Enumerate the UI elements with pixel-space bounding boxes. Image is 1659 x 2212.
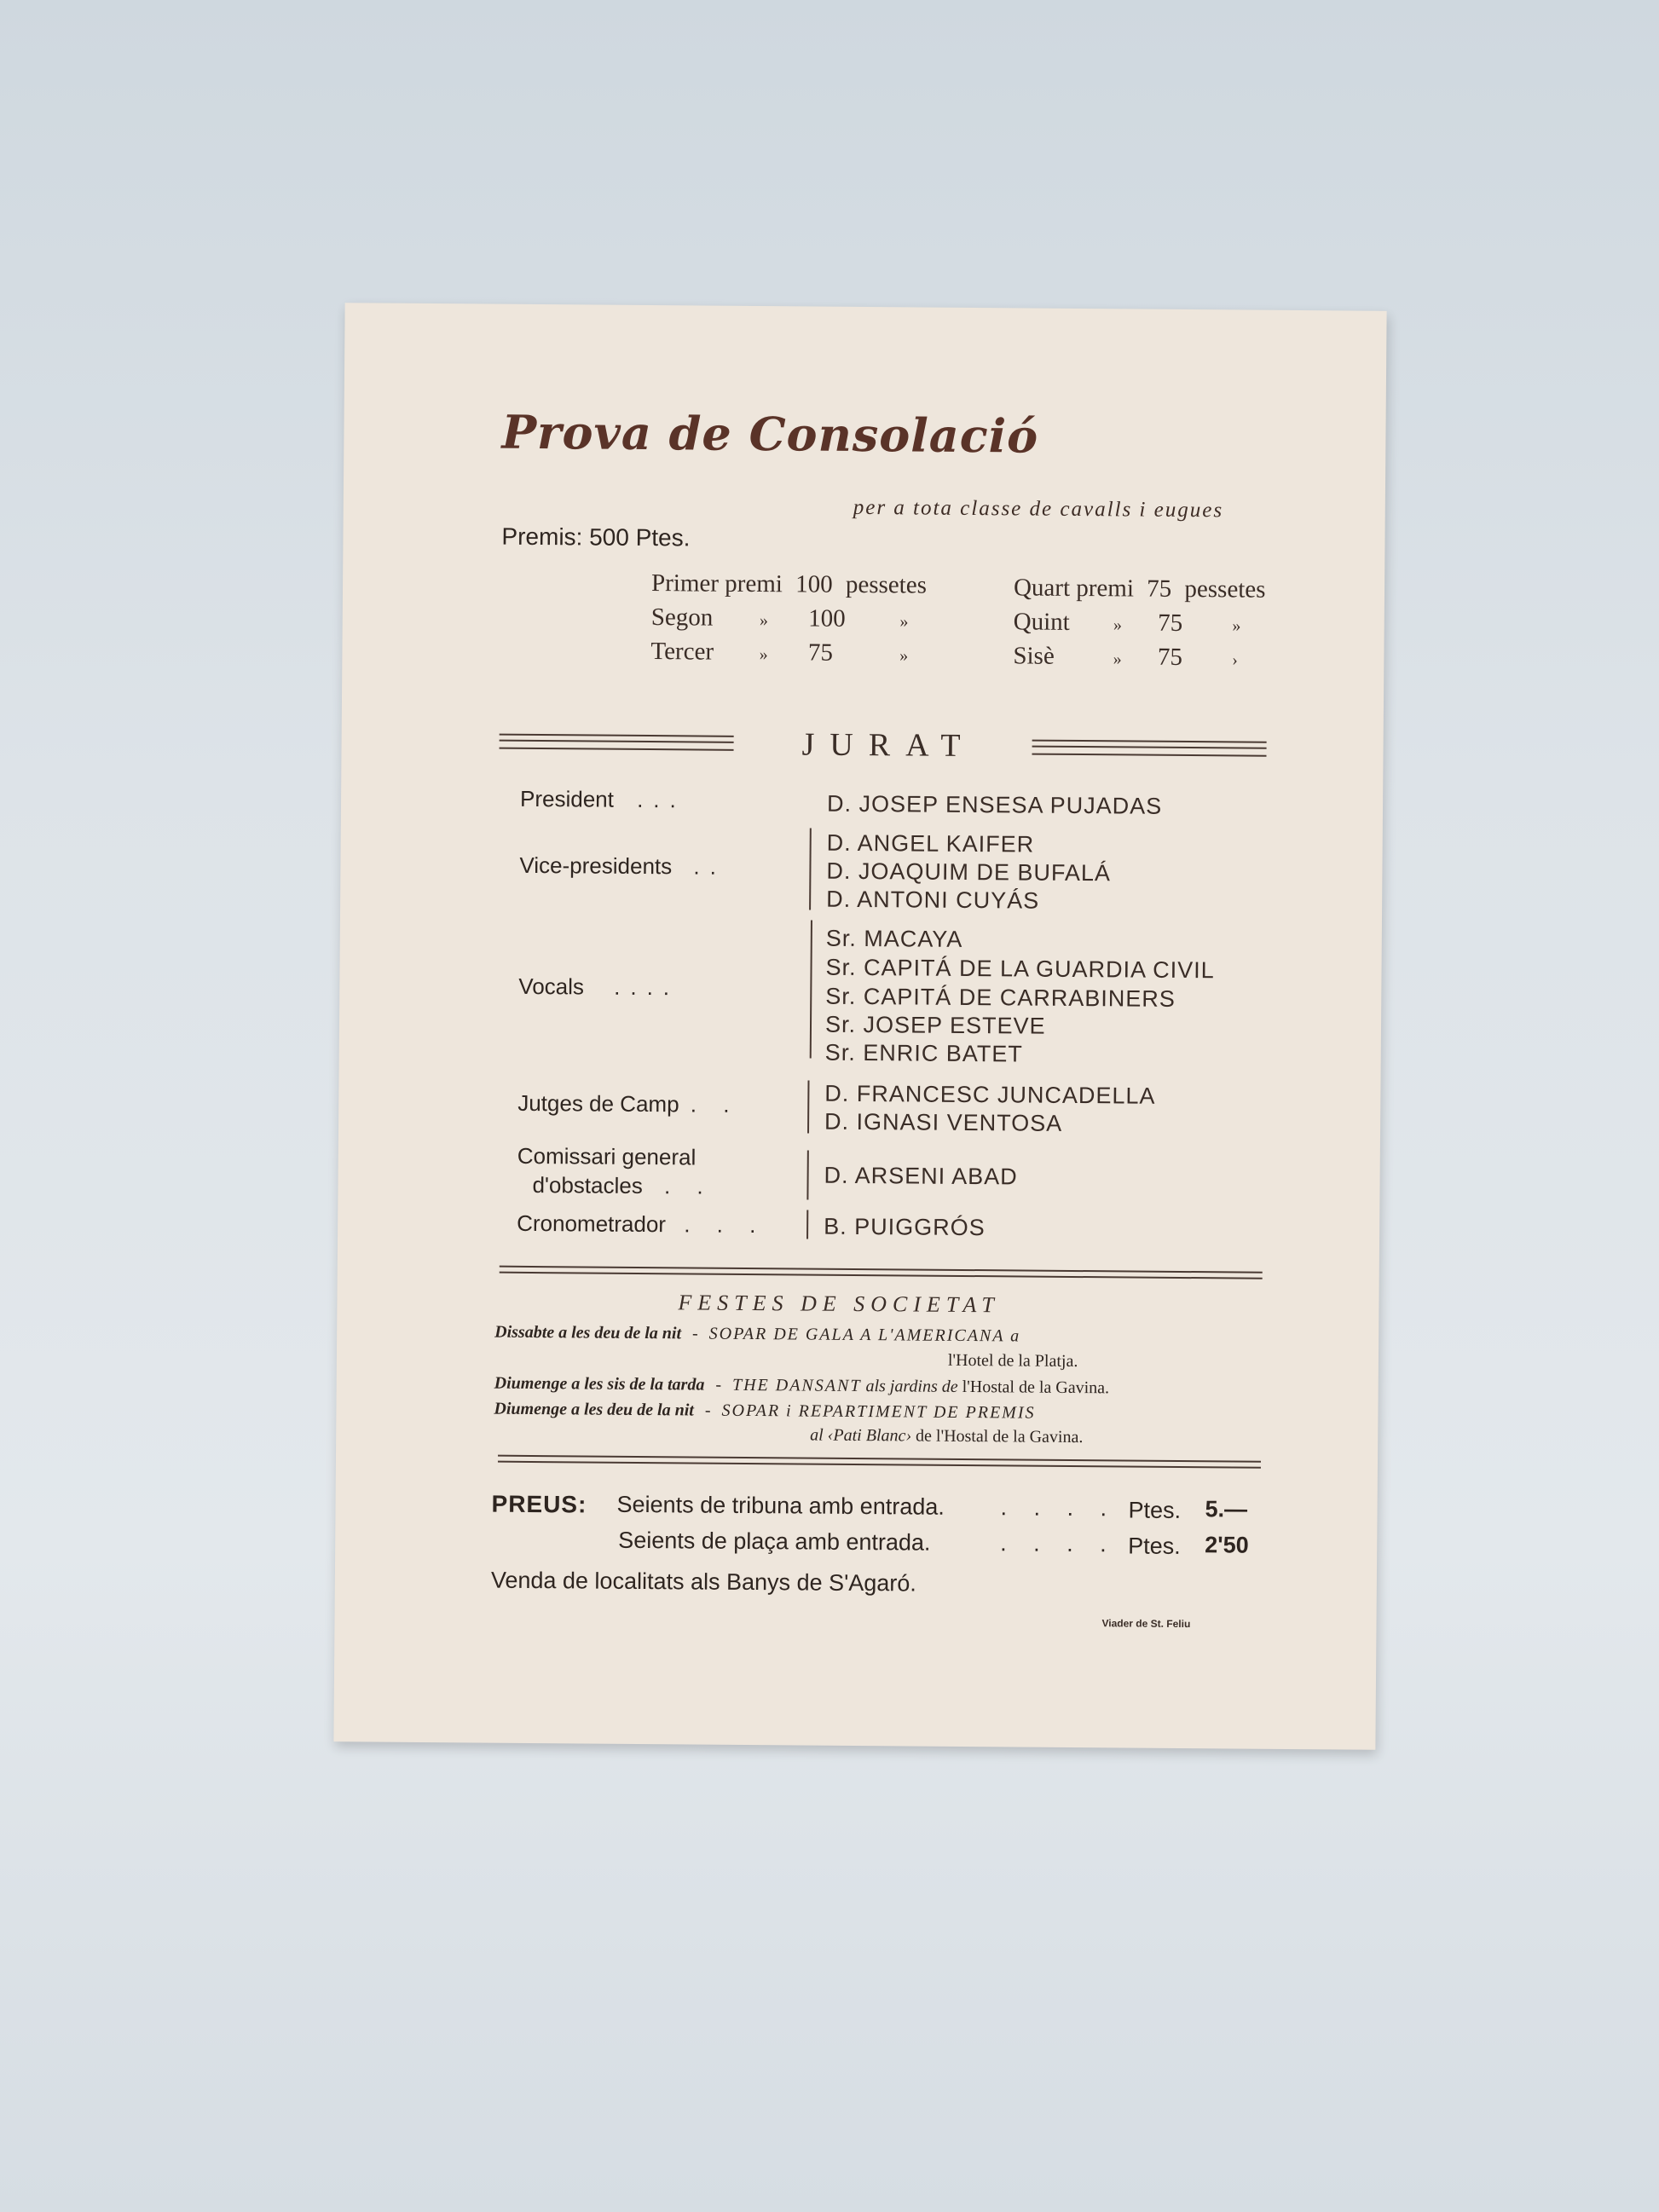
section-rule bbox=[498, 1455, 1261, 1469]
price-currency: Ptes. bbox=[1128, 1497, 1182, 1523]
jury-member: D. JOSEP ENSESA PUJADAS bbox=[826, 790, 1163, 819]
price-dots: . . . . bbox=[1000, 1530, 1117, 1557]
prize-row: Quart premi 75 pessetes bbox=[1013, 574, 1266, 604]
jury-member: Sr. JOSEP ESTEVE bbox=[824, 1011, 1046, 1039]
prize-row: Tercer » 75 » bbox=[650, 638, 909, 667]
jury-member: Sr. ENRIC BATET bbox=[824, 1039, 1023, 1067]
jury-member: D. ARSENI ABAD bbox=[824, 1162, 1018, 1190]
jury-member: Sr. CAPITÁ DE CARRABINERS bbox=[825, 983, 1176, 1012]
bracket bbox=[810, 921, 812, 1059]
event-subtitle: per a tota classe de cavalls i eugues bbox=[853, 495, 1224, 523]
bracket bbox=[806, 1210, 808, 1239]
bracket bbox=[809, 829, 812, 910]
fest-item-continued: al ‹Pati Blanc› de l'Hostal de la Gavina. bbox=[810, 1425, 1084, 1447]
jury-role-crono: Cronometrador . . . bbox=[517, 1210, 766, 1239]
ornament-rule-right bbox=[1032, 740, 1267, 757]
bracket bbox=[806, 1151, 808, 1200]
prize-total: Premis: 500 Ptes. bbox=[501, 523, 691, 552]
prize-row: Sisè » 75 › bbox=[1013, 642, 1238, 671]
prices-label: PREUS: bbox=[491, 1490, 587, 1518]
jury-role-vocals: Vocals .... bbox=[518, 973, 680, 1001]
jury-member: D. ANGEL KAIFER bbox=[826, 829, 1035, 858]
price-currency: Ptes. bbox=[1128, 1533, 1181, 1559]
event-title: Prova de Consolació bbox=[501, 404, 1039, 464]
prize-row: Segon » 100 » bbox=[650, 604, 909, 632]
prize-row: Quint » 75 » bbox=[1013, 608, 1241, 637]
jury-role-vice: Vice-presidents .. bbox=[519, 852, 727, 880]
price-dots: . . . . bbox=[1000, 1494, 1118, 1522]
fest-item-continued: l'Hotel de la Platja. bbox=[947, 1350, 1078, 1372]
jury-member: D. FRANCESC JUNCADELLA bbox=[824, 1080, 1156, 1109]
jury-role-comissari: Comissari general bbox=[517, 1142, 697, 1170]
fest-item: Dissabte a les deu de la nit - SOPAR DE GALA A L'AMERICANA a bbox=[494, 1322, 1021, 1346]
jury-member: Sr. CAPITÁ DE LA GUARDIA CIVIL bbox=[825, 954, 1215, 984]
fest-item: Diumenge a les deu de la nit - SOPAR i REPARTIMENT DE PREMIS bbox=[494, 1399, 1036, 1423]
jury-role-jutges: Jutges de Camp . . bbox=[517, 1089, 740, 1118]
jury-heading: JURAT bbox=[801, 726, 976, 765]
jury-role-president: President ... bbox=[519, 785, 686, 813]
ornament-rule-left bbox=[500, 734, 734, 751]
jury-role-comissari-line2: d'obstacles . . bbox=[532, 1171, 714, 1199]
price-desc: Seients de tribuna amb entrada. bbox=[616, 1491, 945, 1520]
program-card bbox=[333, 303, 1386, 1750]
price-value: 5.— bbox=[1205, 1496, 1248, 1522]
jury-member: Sr. MACAYA bbox=[825, 925, 963, 952]
jury-member: D. IGNASI VENTOSA bbox=[824, 1108, 1063, 1136]
printer-imprint: Viader de St. Feliu bbox=[1101, 1617, 1191, 1631]
price-desc: Seients de plaça amb entrada. bbox=[618, 1527, 931, 1556]
jury-member: D. ANTONI CUYÁS bbox=[826, 886, 1040, 914]
jury-member: D. JOAQUIM DE BUFALÁ bbox=[826, 858, 1112, 887]
price-value: 2'50 bbox=[1205, 1532, 1249, 1558]
fest-item: Diumenge a les sis de la tarda - THE DANSANT als jardins de l'Hostal de la Gavina. bbox=[494, 1373, 1110, 1398]
prize-row: Primer premi 100 pessetes bbox=[650, 569, 928, 599]
ticket-sales-note: Venda de localitats als Banys de S'Agaró. bbox=[490, 1567, 916, 1597]
section-rule bbox=[500, 1266, 1263, 1279]
jury-member: B. PUIGGRÓS bbox=[824, 1213, 986, 1241]
festes-heading: FESTES DE SOCIETAT bbox=[678, 1290, 1000, 1318]
bracket bbox=[807, 1081, 809, 1134]
